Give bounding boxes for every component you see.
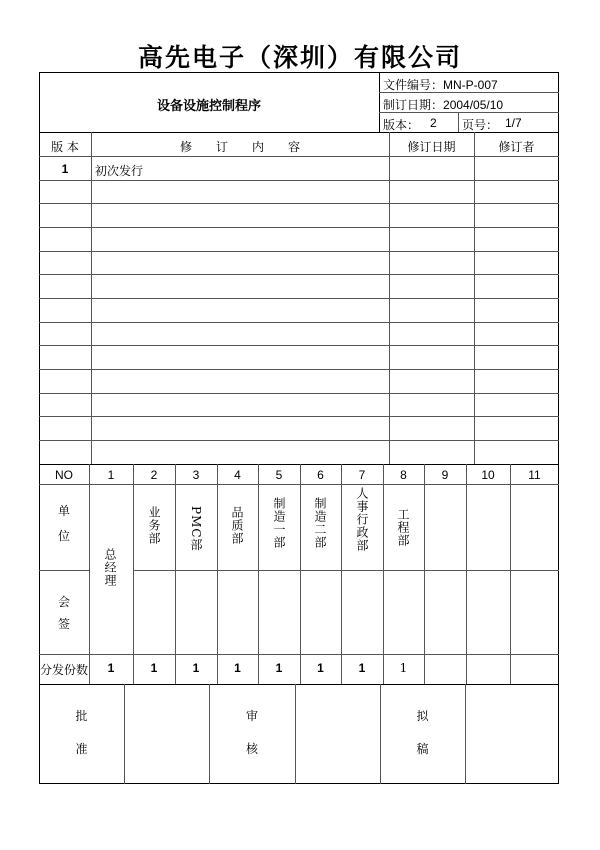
copies-count: 1 [192,661,200,675]
column-number: 5 [275,468,283,482]
version-value: 2 [430,116,437,130]
column-number: 10 [481,468,495,482]
unit-pmc-dept: PMC部 [189,506,203,552]
draft-label-top: 拟 [416,709,429,723]
unit-label-top: 单 [57,504,70,518]
copies-count: 1 [358,661,366,675]
col-date-header: 修订日期 [407,140,456,154]
review-label-top: 审 [245,709,258,723]
company-name: 高先电子（深圳）有限公司 [137,43,462,72]
version-label: 版本： [383,118,420,132]
doc-number-value: MN-P-007 [443,78,498,92]
copies-count: 1 [107,661,115,675]
copies-label: 分发份数 [39,663,88,677]
column-number: 6 [317,468,324,482]
column-number: 7 [358,468,366,482]
col-reviser-header: 修订者 [498,140,535,154]
copies-count: 1 [275,661,283,675]
unit-business-dept: 业务部 [147,506,161,545]
copies-count: 1 [317,661,324,675]
draft-label-bottom: 稿 [416,742,429,756]
sign-label-bottom: 签 [57,617,70,631]
unit-hr-admin-dept: 人事行政部 [355,487,369,552]
document-title: 设备设施控制程序 [156,99,261,114]
page-value: 1/7 [505,116,522,130]
unit-engineering-dept: 工程部 [396,508,410,547]
column-number: 11 [528,468,541,482]
unit-manufacturing-1: 制造一部 [272,497,286,549]
header-divider [379,72,380,132]
revision-row-content: 初次发行 [95,164,144,178]
unit-general-manager: 总经理 [103,548,117,587]
page-label: 页号： [462,118,499,132]
column-number: 3 [192,468,200,482]
column-number: 4 [234,468,241,482]
copies-count: 1 [150,661,158,675]
column-number: 8 [400,468,407,482]
doc-number-field [383,76,498,93]
revision-row-version: 1 [61,162,69,176]
doc-number-label: 文件编号： [383,78,444,92]
copies-count: 1 [234,661,241,675]
unit-manufacturing-2: 制造二部 [313,497,327,549]
date-field [383,96,503,113]
approve-label-top: 批 [75,709,88,723]
approve-label-bottom: 准 [75,742,88,756]
sign-label-top: 会 [57,595,70,609]
unit-quality-dept: 品质部 [230,506,244,545]
date-label: 制订日期： [383,98,444,112]
column-number: 1 [107,468,115,482]
copies-count: 1 [399,661,408,675]
unit-label-bottom: 位 [57,529,70,543]
col-content-header: 修 订 内 容 [179,140,300,154]
review-label-bottom: 核 [245,742,258,756]
column-number: 9 [441,468,449,482]
column-number: 2 [150,468,158,482]
col-version-header: 版 本 [51,140,79,154]
date-value: 2004/05/10 [443,98,504,112]
no-label: NO [55,468,73,482]
